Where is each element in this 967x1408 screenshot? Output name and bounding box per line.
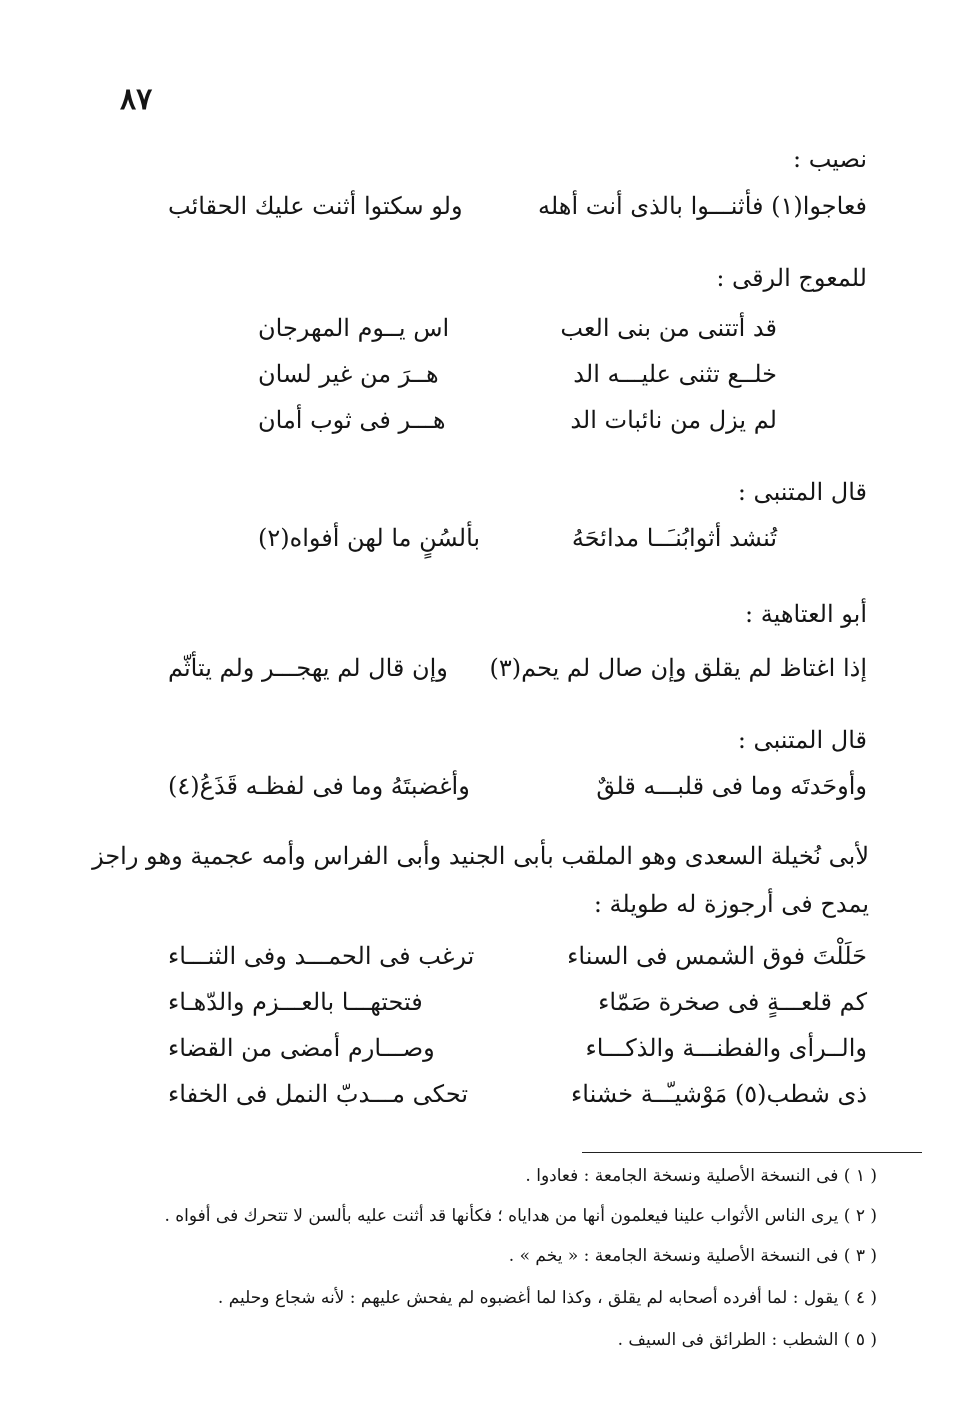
rajaz-second-hemistich: تحكى مـــدبّ النمل فى الخفاء	[168, 1080, 469, 1108]
verse-first-hemistich: وأوحَدتَه وما فى قلبـــه قلقٌ	[596, 772, 867, 800]
prose-line: يمدح فى أرجوزة له طويلة :	[593, 890, 869, 918]
verse-second-hemistich: بألسُنٍ ما لهن أفواه(٢)	[258, 524, 481, 552]
rajaz-first-hemistich: والــرأى والفطنـــة والذكـــاء	[585, 1034, 867, 1062]
rajaz-first-hemistich: حَلَلْتَ فوق الشمس فى السناء	[567, 942, 867, 970]
footnote-separator	[582, 1152, 922, 1153]
page-number: ٨٧	[120, 82, 153, 117]
footnote: ( ٤ ) يقول : لما أفرده أصحابه لم يقلق ، وكذا لما أغضبوه لم يفحش عليهم : لأنه شجاع وحليم .	[217, 1288, 877, 1308]
verse-first-hemistich: قد أتتنى من بنى العب	[560, 314, 777, 342]
verse-second-hemistich: وأغضبتَهُ وما فى لفظـه قَذَعُ(٤)	[168, 772, 470, 800]
verse-second-hemistich: وإن قال لم يهجـــر ولم يتأثّم	[168, 654, 448, 682]
verse-first-hemistich: إذا اغتاظ لم يقلق وإن صال لم يحم(٣)	[489, 654, 867, 682]
verse-second-hemistich: ولو سكتوا أثنت عليك الحقائب	[168, 192, 463, 220]
verse-second-hemistich: هــرَ من غير لسان	[258, 360, 439, 388]
rajaz-second-hemistich: فتحتهـــا بالعـــزم والدّهـاء	[168, 988, 423, 1016]
verse-second-hemistich: اس يــوم المهرجان	[258, 314, 450, 342]
section-heading: قال المتنبى :	[737, 726, 867, 754]
prose-line: لأبى نُخيلة السعدى وهو الملقب بأبى الجنيد وأبى الفراس وأمه عجمية وهو راجز	[92, 842, 869, 870]
section-heading: أبو العتاهية :	[745, 600, 867, 628]
section-heading: للمعوج الرقى :	[716, 264, 867, 292]
rajaz-second-hemistich: وصـــارم أمضى من القضاء	[168, 1034, 435, 1062]
rajaz-first-hemistich: ذى شطب(٥) مَوْشيـّــة خشناء	[571, 1080, 867, 1108]
verse-first-hemistich: فعاجوا(١) فأثنـــوا بالذى أنت أهله	[537, 192, 867, 220]
section-heading: قال المتنبى :	[737, 478, 867, 506]
rajaz-first-hemistich: كم قلعـــةٍ فى صخرة صَمّاء	[598, 988, 867, 1016]
rajaz-second-hemistich: ترغب فى الحمـــد وفى الثنـــاء	[168, 942, 475, 970]
section-heading: نصيب :	[792, 145, 867, 173]
footnote: ( ٣ ) فى النسخة الأصلية ونسخة الجامعة : « يخم » .	[508, 1246, 877, 1266]
verse-first-hemistich: تُنشد أثوابُنـَــا مدائحَهُ	[571, 524, 777, 552]
footnote: ( ٢ ) يرى الناس الأثواب علينا فيعلمون أنها من هداياه ؛ فكأنها قد أثنت عليه بألسن لا تتحرك فى أفواه .	[164, 1206, 877, 1226]
verse-first-hemistich: لم يزل من نائبات الد	[570, 406, 777, 434]
footnote: ( ١ ) فى النسخة الأصلية ونسخة الجامعة : فعادوا .	[525, 1166, 877, 1186]
footnote: ( ٥ ) الشطب : الطرائق فى السيف .	[617, 1330, 877, 1350]
verse-second-hemistich: هـــر فى ثوب أمان	[258, 406, 446, 434]
verse-first-hemistich: خلــع تثنى عليـــه الد	[573, 360, 777, 388]
